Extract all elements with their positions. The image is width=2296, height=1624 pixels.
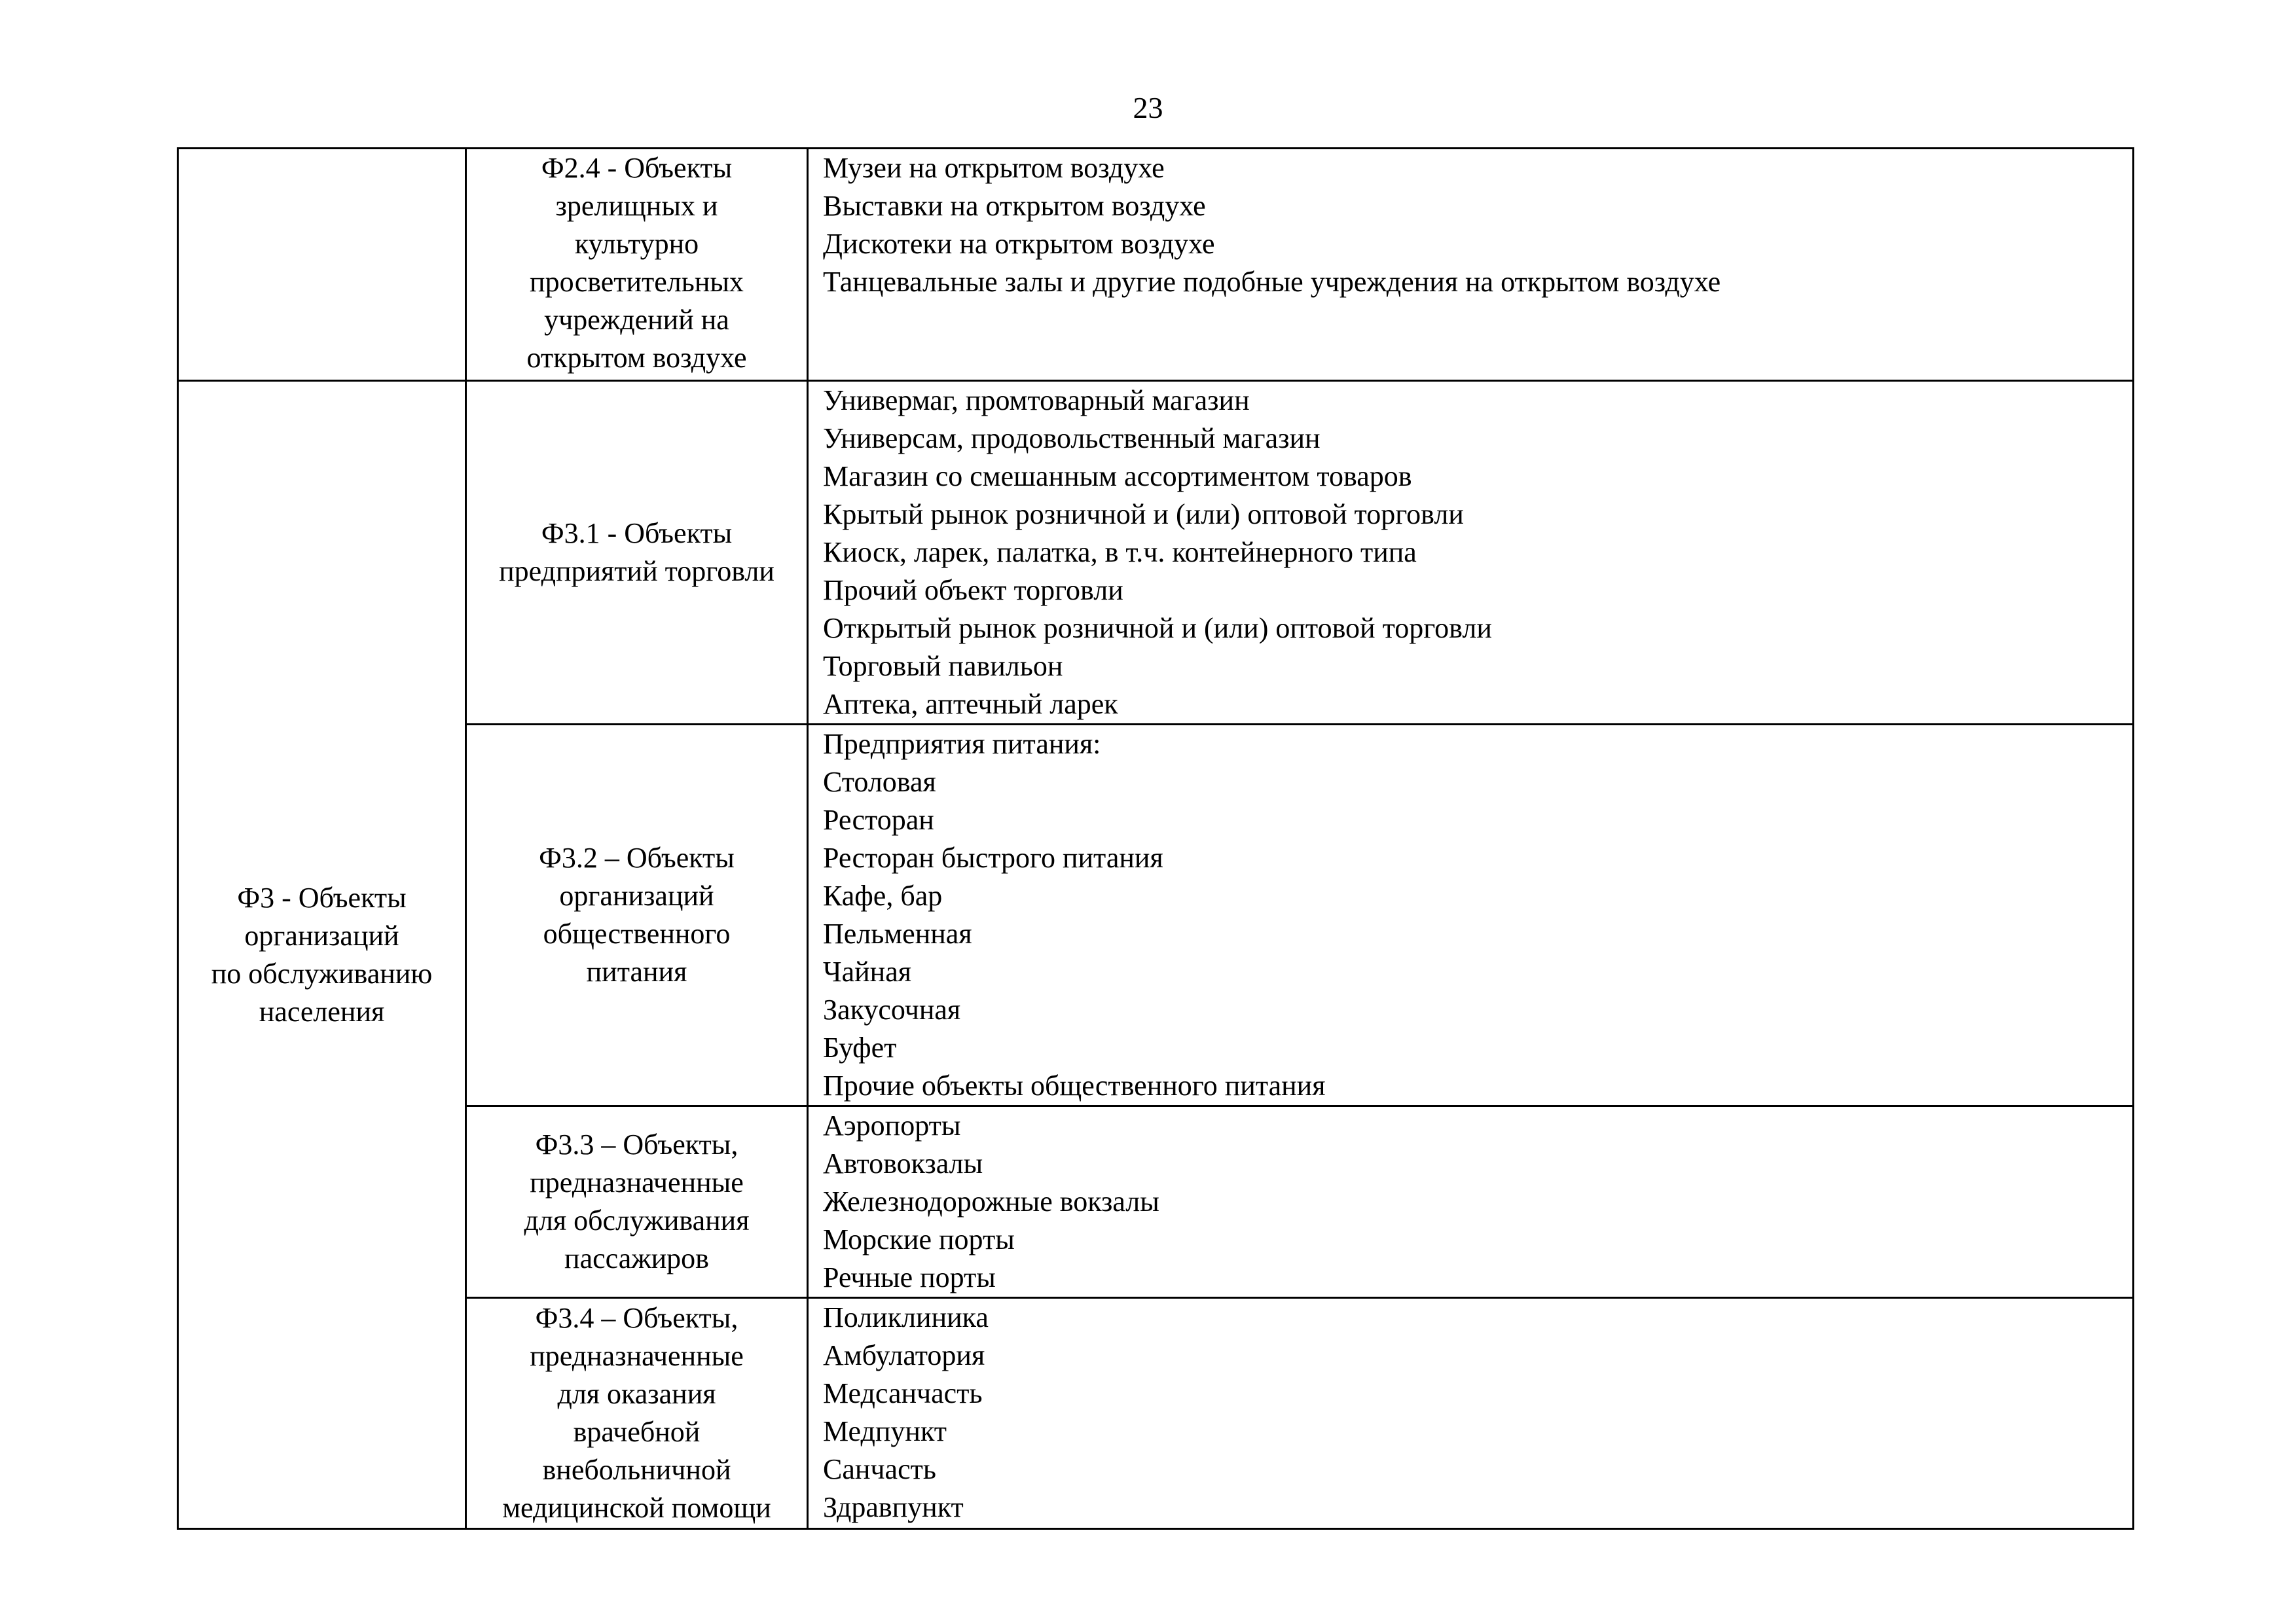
table-row: [178, 725, 2134, 1106]
category-label-line: предприятий торговли: [499, 555, 774, 587]
list-item: Универмаг, промтоварный магазин: [823, 384, 1250, 416]
list-item: Предприятия питания:: [823, 728, 1101, 760]
table-row: [178, 1106, 2134, 1298]
category-label-line: медицинской помощи: [502, 1492, 771, 1524]
list-item: Санчасть: [823, 1453, 936, 1485]
category-label-line: учреждений на: [544, 304, 729, 336]
category-label-line: открытом воздухе: [526, 342, 747, 374]
category-label-line: для обслуживания: [524, 1204, 750, 1236]
category-label-line: Ф3.2 – Объекты: [539, 842, 735, 874]
category-label-line: внебольничной: [542, 1454, 731, 1486]
subgroup-cell: [466, 381, 808, 725]
list-item: Поликлиника: [823, 1301, 989, 1333]
list-item: Аптека, аптечный ларек: [823, 688, 1118, 720]
items-cell: [808, 149, 2134, 381]
category-label-line: организаций: [559, 880, 714, 912]
category-label-line: Ф3 - Объекты: [237, 881, 407, 914]
category-label-line: зрелищных и: [555, 190, 718, 222]
list-item: Крытый рынок розничной и (или) оптовой торговли: [823, 498, 1464, 530]
list-item: Медпункт: [823, 1415, 947, 1447]
items-cell: [808, 1106, 2134, 1298]
list-item: Чайная: [823, 956, 911, 988]
list-item: Ресторан: [823, 804, 934, 836]
category-label-line: пассажиров: [564, 1242, 709, 1274]
subgroup-cell: [466, 1106, 808, 1298]
items-cell: [808, 725, 2134, 1106]
list-item: Закусочная: [823, 994, 961, 1026]
subgroup-cell: [466, 149, 808, 381]
category-label-line: организаций: [244, 919, 399, 952]
category-label-line: Ф2.4 - Объекты: [541, 152, 733, 184]
group-cell-empty: [178, 149, 466, 381]
list-item: Морские порты: [823, 1223, 1015, 1255]
list-item: Открытый рынок розничной и (или) оптовой торговли: [823, 612, 1492, 644]
list-item: Медсанчасть: [823, 1377, 983, 1409]
list-item: Ресторан быстрого питания: [823, 842, 1163, 874]
category-label-line: врачебной: [573, 1416, 701, 1448]
category-label-line: по обслуживанию: [211, 957, 433, 990]
list-item: Прочие объекты общественного питания: [823, 1070, 1326, 1102]
subgroup-cell: [466, 725, 808, 1106]
items-cell: [808, 1298, 2134, 1529]
list-item: Музеи на открытом воздухе: [823, 152, 1165, 184]
category-label-line: культурно: [574, 228, 699, 260]
list-item: Буфет: [823, 1032, 897, 1064]
list-item: Магазин со смешанным ассортиментом товаров: [823, 460, 1412, 492]
list-item: Здравпункт: [823, 1491, 964, 1523]
table-row: [178, 149, 2134, 381]
category-label-line: Ф3.3 – Объекты,: [535, 1128, 738, 1161]
table-row: [178, 1298, 2134, 1529]
list-item: Универсам, продовольственный магазин: [823, 422, 1321, 454]
category-label-line: питания: [586, 956, 687, 988]
list-item: Торговый павильон: [823, 650, 1063, 682]
list-item: Пельменная: [823, 918, 972, 950]
group-cell: [178, 381, 466, 1529]
category-label-line: общественного: [543, 918, 731, 950]
list-item: Столовая: [823, 766, 936, 798]
list-item: Прочий объект торговли: [823, 574, 1123, 606]
list-item: Кафе, бар: [823, 880, 943, 912]
items-cell: [808, 381, 2134, 725]
list-item: Железнодорожные вокзалы: [823, 1185, 1159, 1218]
category-label-line: Ф3.1 - Объекты: [541, 517, 733, 549]
list-item: Дискотеки на открытом воздухе: [823, 228, 1215, 260]
table-row: [178, 381, 2134, 725]
category-label-line: населения: [259, 995, 385, 1028]
list-item: Речные порты: [823, 1261, 996, 1293]
category-label-line: просветительных: [530, 266, 744, 298]
list-item: Аэропорты: [823, 1110, 961, 1142]
list-item: Киоск, ларек, палатка, в т.ч. контейнерного типа: [823, 536, 1417, 568]
list-item: Танцевальные залы и другие подобные учреждения на открытом воздухе: [823, 266, 1721, 298]
page-number: 23: [1133, 91, 1163, 124]
category-label-line: предназначенные: [530, 1166, 744, 1199]
list-item: Амбулатория: [823, 1339, 985, 1371]
list-item: Автовокзалы: [823, 1147, 983, 1180]
subgroup-cell: [466, 1298, 808, 1529]
category-label-line: предназначенные: [530, 1340, 744, 1372]
category-label-line: для оказания: [557, 1378, 716, 1410]
list-item: Выставки на открытом воздухе: [823, 190, 1206, 222]
classification-table: [177, 147, 2134, 1530]
category-label-line: Ф3.4 – Объекты,: [535, 1302, 738, 1334]
